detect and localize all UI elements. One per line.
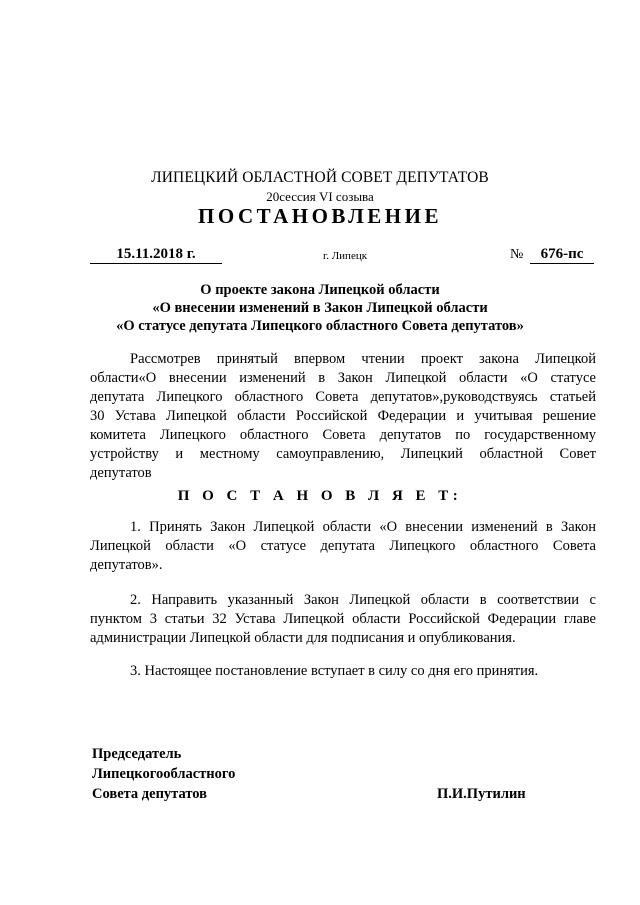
item-line: 2. Направить указанный Закон Липецкой области в соответствии с (130, 592, 596, 608)
intro-line: устройству и местному самоуправлению, Липецкий областной Совет (90, 446, 596, 462)
document-date: 15.11.2018 г. (90, 246, 222, 264)
intro-line: депутатов (90, 465, 152, 481)
intro-line: депутата Липецкого областного Совета депутатов»,руководствуясь статьей (90, 389, 596, 405)
item-line: 3. Настоящее постановление вступает в силу со дня его принятия. (130, 663, 539, 679)
intro-line: 30 Устава Липецкой области Российской Федерации и учитывая решение (90, 408, 596, 424)
number-sign: № (510, 247, 524, 262)
item-line: Липецкой области «О статусе депутата Липецкого областного Совета (90, 538, 596, 554)
document-type-heading: ПОСТАНОВЛЕНИЕ (198, 204, 442, 228)
intro-paragraph (90, 350, 596, 483)
council-name: ЛИПЕЦКИЙ ОБЛАСТНОЙ СОВЕТ ДЕПУТАТОВ (151, 169, 489, 186)
item-line: пунктом 3 статьи 32 Устава Липецкой области Российской Федерации главе (90, 611, 596, 627)
signer-position-line-2: Липецкогообластного (92, 766, 236, 782)
resolves-heading: П О С Т А Н О В Л Я Е Т: (177, 488, 463, 504)
resolution-item-2 (90, 591, 596, 648)
item-line: 1. Принять Закон Липецкой области «О внесении изменений в Закон (130, 519, 596, 535)
intro-line: области«О внесении изменений в Закон Липецкой области «О статусе (90, 370, 596, 386)
title-line-2: «О внесении изменений в Закон Липецкой области (152, 300, 488, 316)
document-city: г. Липецк (322, 250, 368, 262)
signer-name: П.И.Путилин (437, 786, 526, 802)
intro-line: Рассмотрев принятый впервом чтении проект закона Липецкой (130, 351, 596, 367)
title-line-1: О проекте закона Липецкой области (200, 282, 440, 298)
session-info: 20сессия VI созыва (266, 189, 374, 204)
signer-position-line-1: Председатель (92, 746, 182, 762)
item-line: администрации Липецкой области для подписания и опубликования. (90, 630, 516, 646)
signer-position-line-3: Совета депутатов (92, 786, 208, 802)
resolution-item-1 (90, 518, 596, 575)
title-line-3: «О статусе депутата Липецкого областного Совета депутатов» (116, 318, 524, 334)
item-line: депутатов». (90, 557, 163, 573)
intro-line: комитета Липецкого областного Совета депутатов по государственному (90, 427, 596, 443)
document-number: 676-пс (530, 246, 594, 264)
resolution-item-3 (90, 662, 596, 681)
